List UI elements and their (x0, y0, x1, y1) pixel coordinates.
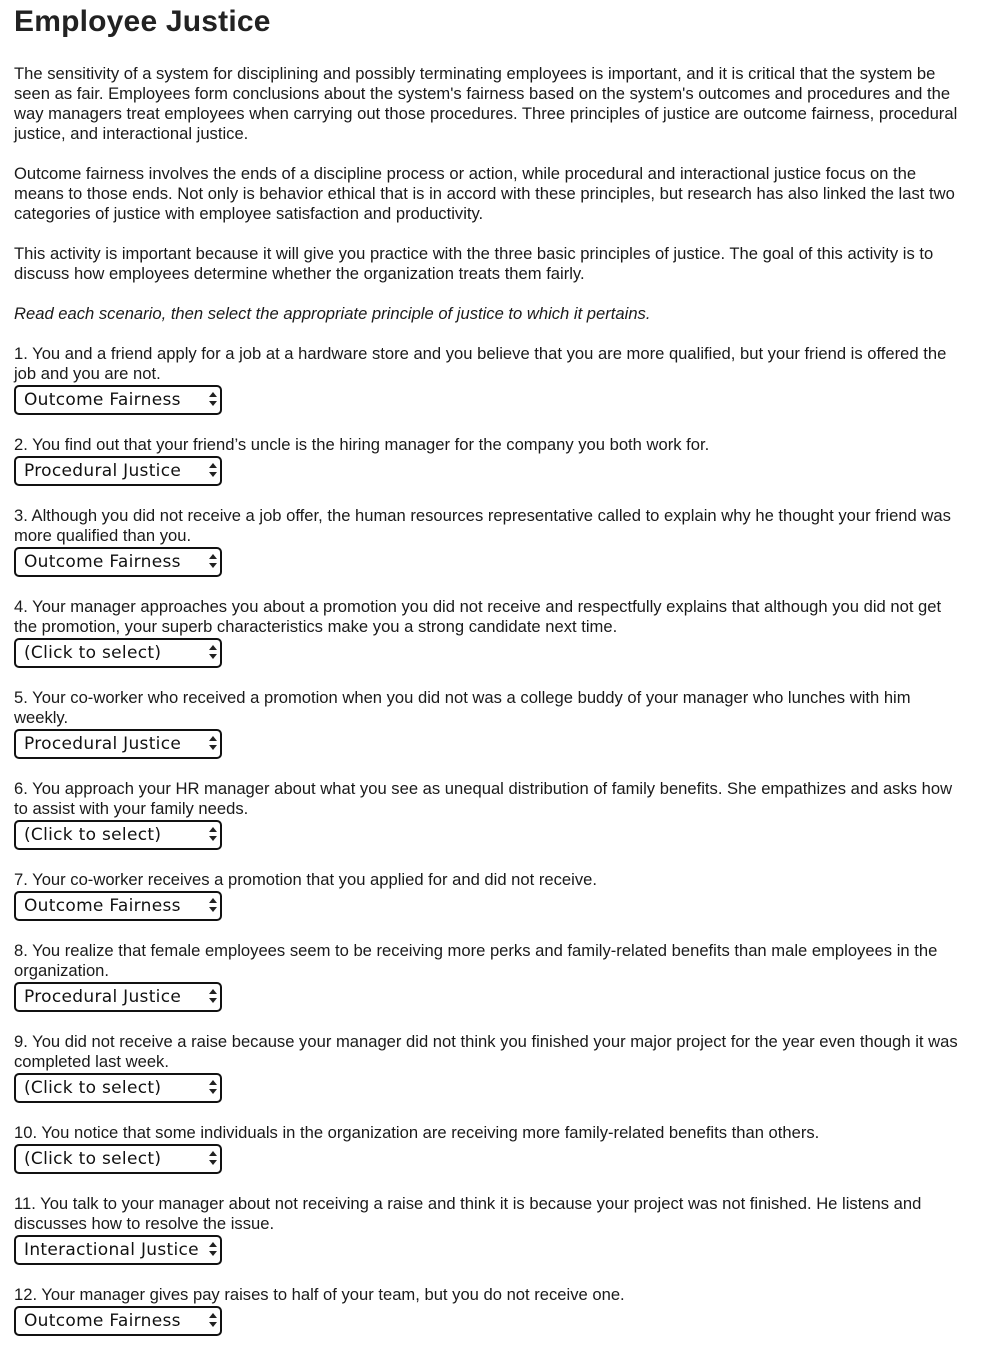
intro-paragraph-2: Outcome fairness involves the ends of a discipline process or action, while procedural and interactional justice focus on the means to those ends. Not only is behavior ethical that is in accord with these principles, but research has also linked the last two categories of justice with employee satisfaction and productivity. (14, 164, 955, 223)
intro-paragraph-1: The sensitivity of a system for disciplining and possibly terminating employees is important, and it is critical that the system be seen as fair. Employees form conclusions about the system's fairness based on the system's outcomes and procedures and the way managers treat employees when carrying out those procedures. Three principles of justice are outcome fairness, procedural justice, and interactional justice. (14, 64, 958, 143)
answer-select-7[interactable] (14, 891, 222, 921)
select-arrows-icon[interactable] (209, 463, 217, 477)
select-value[interactable]: (Click to select) (14, 638, 222, 668)
select-arrows-icon[interactable] (209, 1151, 217, 1165)
select-arrows-icon[interactable] (209, 989, 217, 1003)
select-arrows-icon[interactable] (209, 392, 217, 406)
select-value[interactable]: Outcome Fairness (14, 891, 222, 921)
select-arrows-icon[interactable] (209, 1242, 217, 1256)
question-1 (14, 344, 968, 415)
answer-select-3[interactable] (14, 547, 222, 577)
answer-select-2[interactable] (14, 456, 222, 486)
select-value[interactable]: (Click to select) (14, 820, 222, 850)
question-5 (14, 688, 968, 759)
question-text: 4. Your manager approaches you about a promotion you did not receive and respectfully explains that although you did not get the promotion, your superb characteristics make you a strong candidate next time. (14, 597, 942, 636)
question-9 (14, 1032, 968, 1103)
answer-select-12[interactable] (14, 1306, 222, 1336)
question-list (14, 344, 968, 1336)
answer-select-9[interactable] (14, 1073, 222, 1103)
question-8 (14, 941, 968, 1012)
answer-select-6[interactable] (14, 820, 222, 850)
question-11 (14, 1194, 968, 1265)
question-text: 6. You approach your HR manager about what you see as unequal distribution of family benefits. She empathizes and asks how to assist with your family needs. (14, 779, 953, 818)
intro-paragraph-3: This activity is important because it will give you practice with the three basic principles of justice. The goal of this activity is to discuss how employees determine whether the organization treats them fairly. (14, 244, 934, 283)
question-text: 8. You realize that female employees seem to be receiving more perks and family-related benefits than male employees in the organization. (14, 941, 938, 980)
select-arrows-icon[interactable] (209, 1080, 217, 1094)
question-2 (14, 435, 968, 486)
question-text: 2. You find out that your friend’s uncle is the hiring manager for the company you both work for. (14, 435, 710, 454)
question-text: 5. Your co-worker who received a promotion when you did not was a college buddy of your manager who lunches with him weekly. (14, 688, 911, 727)
select-value[interactable]: Procedural Justice (14, 982, 222, 1012)
question-text: 11. You talk to your manager about not receiving a raise and think it is because your project was not finished. He listens and discusses how to resolve the issue. (14, 1194, 922, 1233)
question-text: 9. You did not receive a raise because your manager did not think you finished your major project for the year even though it was completed last week. (14, 1032, 958, 1071)
intro-section (14, 64, 968, 324)
question-3 (14, 506, 968, 577)
page-title: Employee Justice (14, 5, 271, 38)
question-text: 10. You notice that some individuals in the organization are receiving more family-related benefits than others. (14, 1123, 820, 1142)
select-arrows-icon[interactable] (209, 827, 217, 841)
select-value[interactable]: Outcome Fairness (14, 547, 222, 577)
answer-select-11[interactable] (14, 1235, 222, 1265)
select-value[interactable]: Interactional Justice (14, 1235, 222, 1265)
select-arrows-icon[interactable] (209, 554, 217, 568)
select-value[interactable]: (Click to select) (14, 1073, 222, 1103)
select-value[interactable]: (Click to select) (14, 1144, 222, 1174)
select-arrows-icon[interactable] (209, 898, 217, 912)
question-10 (14, 1123, 968, 1174)
answer-select-8[interactable] (14, 982, 222, 1012)
question-12 (14, 1285, 968, 1336)
select-arrows-icon[interactable] (209, 645, 217, 659)
select-value[interactable]: Procedural Justice (14, 729, 222, 759)
answer-select-5[interactable] (14, 729, 222, 759)
select-value[interactable]: Procedural Justice (14, 456, 222, 486)
question-4 (14, 597, 968, 668)
select-arrows-icon[interactable] (209, 736, 217, 750)
answer-select-4[interactable] (14, 638, 222, 668)
select-value[interactable]: Outcome Fairness (14, 1306, 222, 1336)
question-text: 3. Although you did not receive a job offer, the human resources representative called to explain why he thought your friend was more qualified than you. (14, 506, 951, 545)
question-7 (14, 870, 968, 921)
question-6 (14, 779, 968, 850)
answer-select-1[interactable] (14, 385, 222, 415)
question-text: 7. Your co-worker receives a promotion that you applied for and did not receive. (14, 870, 597, 889)
question-text: 1. You and a friend apply for a job at a hardware store and you believe that you are more qualified, but your friend is offered the job and you are not. (14, 344, 947, 383)
question-text: 12. Your manager gives pay raises to half of your team, but you do not receive one. (14, 1285, 625, 1304)
answer-select-10[interactable] (14, 1144, 222, 1174)
select-arrows-icon[interactable] (209, 1313, 217, 1327)
instructions: Read each scenario, then select the appropriate principle of justice to which it pertains. (14, 304, 651, 323)
select-value[interactable]: Outcome Fairness (14, 385, 222, 415)
